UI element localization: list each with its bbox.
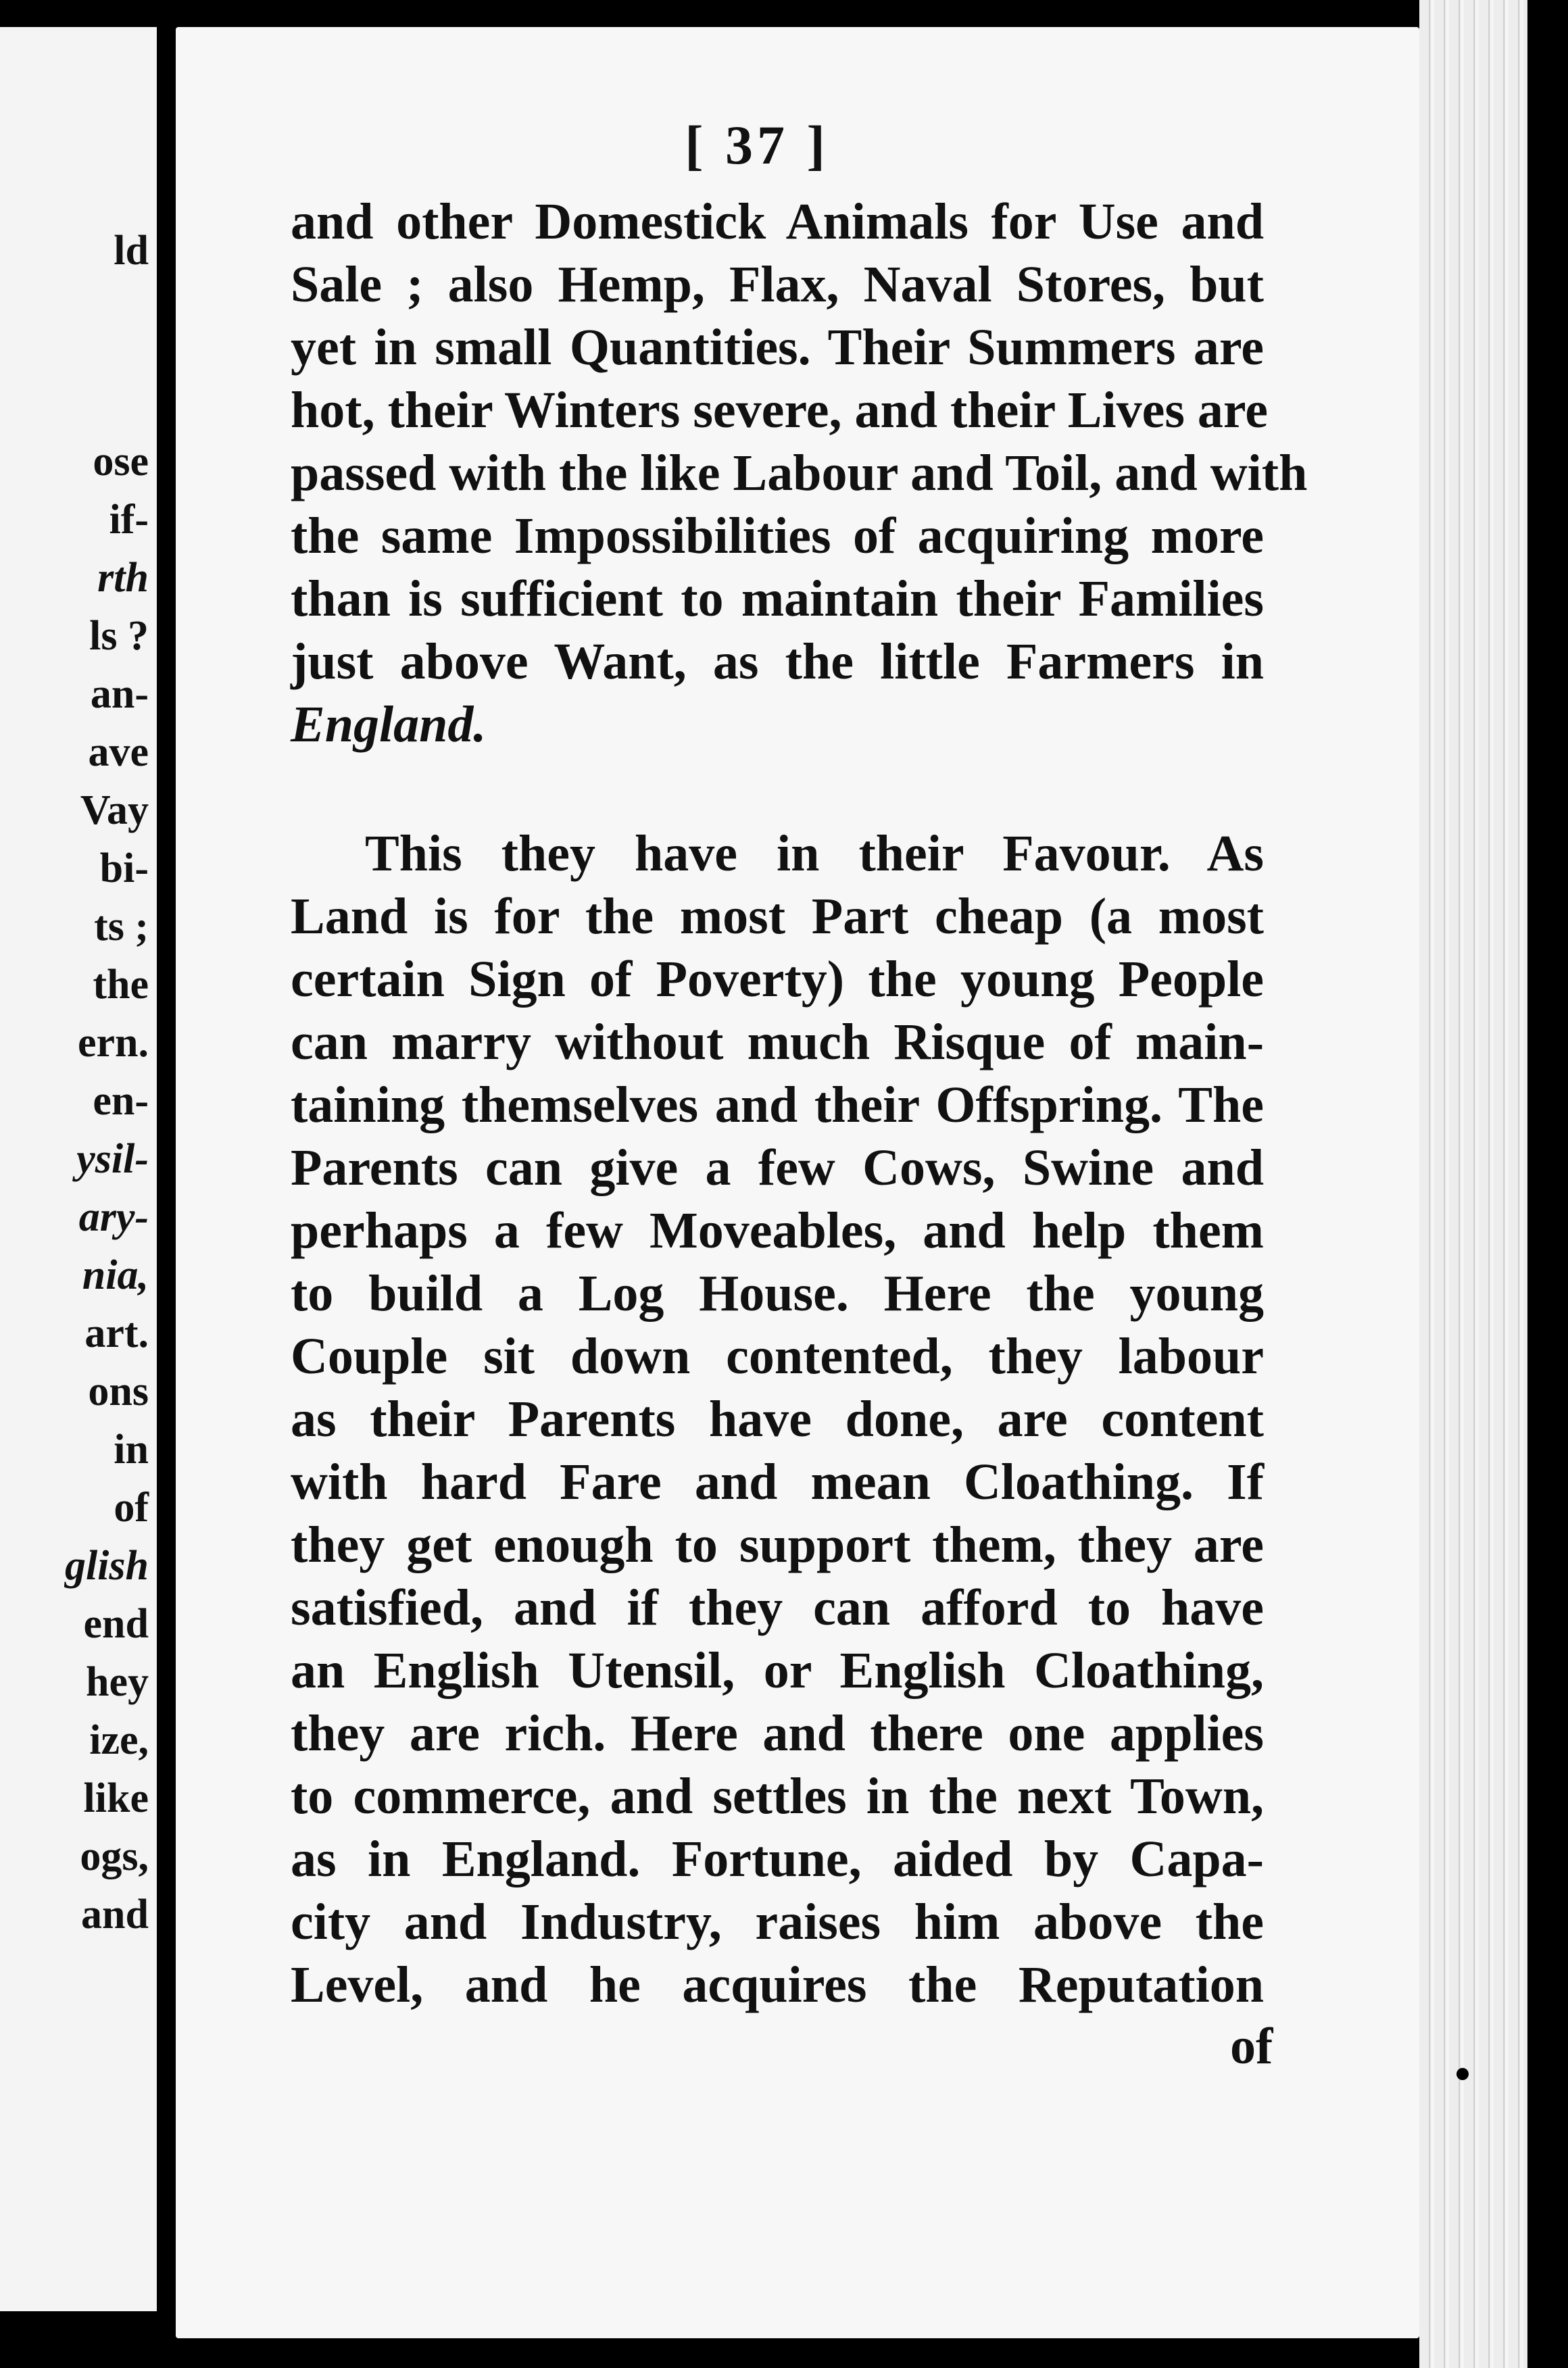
fragment-line: Vay [80, 787, 149, 833]
text-line: passed with the like Labour and Toil, and with [291, 445, 1308, 501]
text-line: Level, and he acquires the Reputation [291, 1956, 1264, 2013]
text-line: can marry without much Risque of main- [291, 1014, 1264, 1070]
text-line: taining themselves and their Offspring. The [291, 1077, 1264, 1133]
fragment-line: ern. [77, 1020, 149, 1066]
fragment-line: end [83, 1601, 149, 1647]
text-line: certain Sign of Poverty) the young People [291, 951, 1264, 1008]
text-line: than is sufficient to maintain their Families [291, 570, 1264, 627]
fragment-line: ary- [78, 1194, 149, 1240]
fragment-line: ize, [89, 1717, 149, 1763]
text-line: they get enough to support them, they are [291, 1516, 1264, 1573]
fragment-line: ls ? [89, 613, 149, 659]
fragment-line: ysil- [76, 1136, 149, 1182]
facing-page-fragment [0, 27, 157, 2311]
text-line: satisfied, and if they can afford to have [291, 1579, 1264, 1636]
text-line: Land is for the most Part cheap (a most [291, 888, 1264, 945]
text-line: perhaps a few Moveables, and help them [291, 1202, 1264, 1259]
fragment-line: rth [97, 555, 149, 601]
fragment-line: and [81, 1892, 149, 1938]
text-line: to commerce, and settles in the next Town, [291, 1768, 1264, 1825]
fragment-line: an- [90, 671, 149, 717]
ink-mark [1456, 2068, 1469, 2080]
fragment-line: hey [86, 1659, 149, 1705]
text-line: This they have in their Favour. As [365, 825, 1264, 882]
text-line: yet in small Quantities. Their Summers are [291, 319, 1264, 376]
text-line: Sale ; also Hemp, Flax, Naval Stores, but [291, 256, 1264, 313]
text-line: the same Impossibilities of acquiring more [291, 508, 1264, 564]
fragment-line: if- [109, 497, 149, 543]
text-line: as their Parents have done, are content [291, 1391, 1264, 1448]
fragment-line: art. [84, 1310, 149, 1356]
text-line: to build a Log House. Here the young [291, 1265, 1264, 1322]
page-number: [ 37 ] [685, 114, 829, 176]
fragment-line: ons [88, 1368, 149, 1414]
fragment-line: like [83, 1775, 149, 1821]
text-line: city and Industry, raises him above the [291, 1894, 1264, 1950]
text-line: they are rich. Here and there one applies [291, 1705, 1264, 1762]
page-edges [1419, 0, 1527, 2368]
fragment-line: bi- [99, 845, 149, 891]
background-edge [1527, 0, 1568, 2368]
text-line: Parents can give a few Cows, Swine and [291, 1139, 1264, 1196]
fragment-line: ave [88, 729, 149, 775]
book-gutter [157, 0, 176, 2368]
text-line: with hard Fare and mean Cloathing. If [291, 1454, 1264, 1510]
text-line: just above Want, as the little Farmers in [291, 633, 1264, 690]
fragment-line: of [114, 1485, 149, 1531]
catchword: of [1230, 2018, 1273, 2075]
text-line: England. [291, 696, 487, 753]
fragment-line: nia, [82, 1252, 149, 1298]
fragment-line: ts ; [94, 904, 149, 949]
fragment-line: ose [93, 439, 149, 485]
fragment-line: ld [114, 228, 149, 274]
text-line: and other Domestick Animals for Use and [291, 193, 1264, 250]
text-line: an English Utensil, or English Cloathing, [291, 1642, 1264, 1699]
fragment-line: glish [64, 1543, 149, 1589]
text-line: hot, their Winters severe, and their Lives are [291, 382, 1269, 439]
fragment-line: ogs, [80, 1833, 149, 1879]
text-line: as in England. Fortune, aided by Capa- [291, 1831, 1264, 1888]
fragment-line: the [93, 962, 149, 1008]
fragment-line: en- [93, 1078, 149, 1124]
text-line: Couple sit down contented, they labour [291, 1328, 1264, 1385]
fragment-line: in [114, 1427, 149, 1473]
